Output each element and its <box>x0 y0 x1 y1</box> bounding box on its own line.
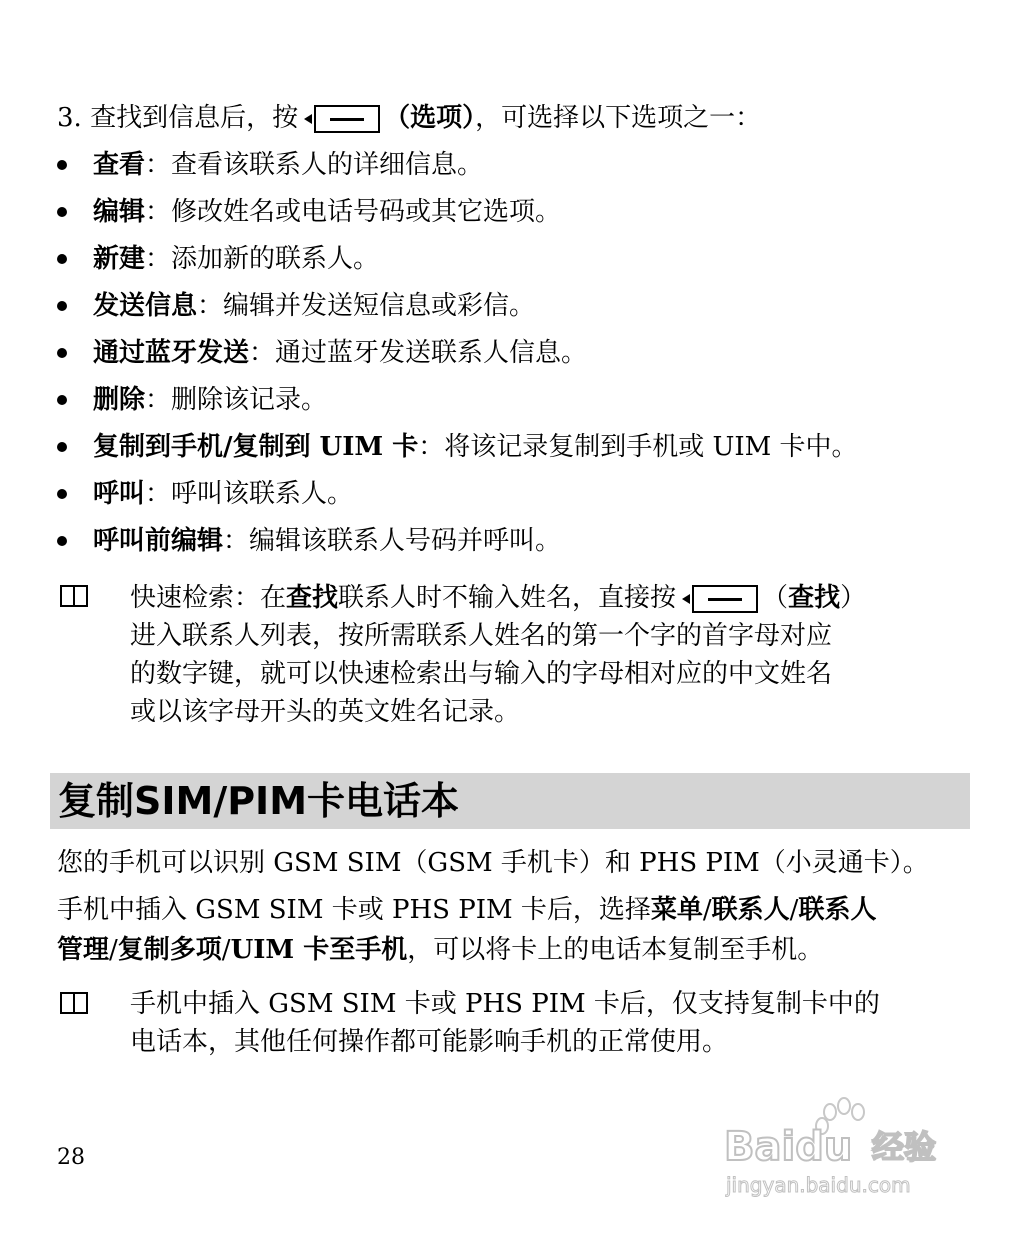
section-paragraph-2: 手机中插入 GSM SIM 卡或 PHS PIM 卡后，选择菜单/联系人/联系人 <box>57 895 877 925</box>
option-send-message: 发送信息：编辑并发送短信息或彩信。 <box>93 291 536 321</box>
watermark-brand: Baidu <box>724 1124 853 1170</box>
option-edit-before-call: 呼叫前编辑：编辑该联系人号码并呼叫。 <box>93 526 562 556</box>
section-title: 复制SIM/PIM卡电话本 <box>58 779 460 823</box>
section-paragraph-1: 您的手机可以识别 GSM SIM（GSM 手机卡）和 PHS PIM（小灵通卡）。 <box>57 848 929 878</box>
bullet-icon <box>57 536 67 546</box>
page-number: 28 <box>57 1145 85 1170</box>
watermark-product: 经验 <box>872 1128 937 1166</box>
bullet-icon <box>57 442 67 452</box>
bullet-icon <box>57 301 67 311</box>
note-book-icon <box>60 585 88 607</box>
left-softkey-icon <box>314 105 380 133</box>
baidu-jingyan-watermark <box>722 1092 972 1207</box>
option-call: 呼叫：呼叫该联系人。 <box>93 479 354 509</box>
bullet-icon <box>57 395 67 405</box>
option-view: 查看：查看该联系人的详细信息。 <box>93 150 484 180</box>
bullet-icon <box>57 207 67 217</box>
option-send-bluetooth: 通过蓝牙发送：通过蓝牙发送联系人信息。 <box>93 338 588 368</box>
section-paragraph-3: 管理/复制多项/UIM 卡至手机，可以将卡上的电话本复制至手机。 <box>57 935 824 965</box>
note-quick-search: 快速检索：在查找联系人时不输入姓名，直接按 （查找） 进入联系人列表，按所需联系人姓名的第一个字的首字母对应 的数字键，就可以快速检索出与输入的字母相对应的中文姓名 或以该字母开头的英文姓名记录。 <box>130 583 867 727</box>
bullet-icon <box>57 489 67 499</box>
bullet-icon <box>57 254 67 264</box>
step-number: 3. <box>57 103 82 133</box>
left-softkey-icon <box>692 585 758 613</box>
note-copy-card: 手机中插入 GSM SIM 卡或 PHS PIM 卡后，仅支持复制卡中的 电话本，其他任何操作都可能影响手机的正常使用。 <box>130 989 880 1057</box>
step-3-line: 3. 查找到信息后，按 （选项），可选择以下选项之一： <box>57 103 762 133</box>
watermark-url: jingyan.baidu.com <box>726 1173 911 1197</box>
bullet-icon <box>57 348 67 358</box>
bullet-icon <box>57 160 67 170</box>
option-edit: 编辑：修改姓名或电话号码或其它选项。 <box>93 197 562 227</box>
option-new: 新建：添加新的联系人。 <box>93 244 380 274</box>
note-book-icon <box>60 992 88 1014</box>
option-delete: 删除：删除该记录。 <box>93 385 328 415</box>
option-copy: 复制到手机/复制到 UIM 卡：将该记录复制到手机或 UIM 卡中。 <box>93 432 858 462</box>
